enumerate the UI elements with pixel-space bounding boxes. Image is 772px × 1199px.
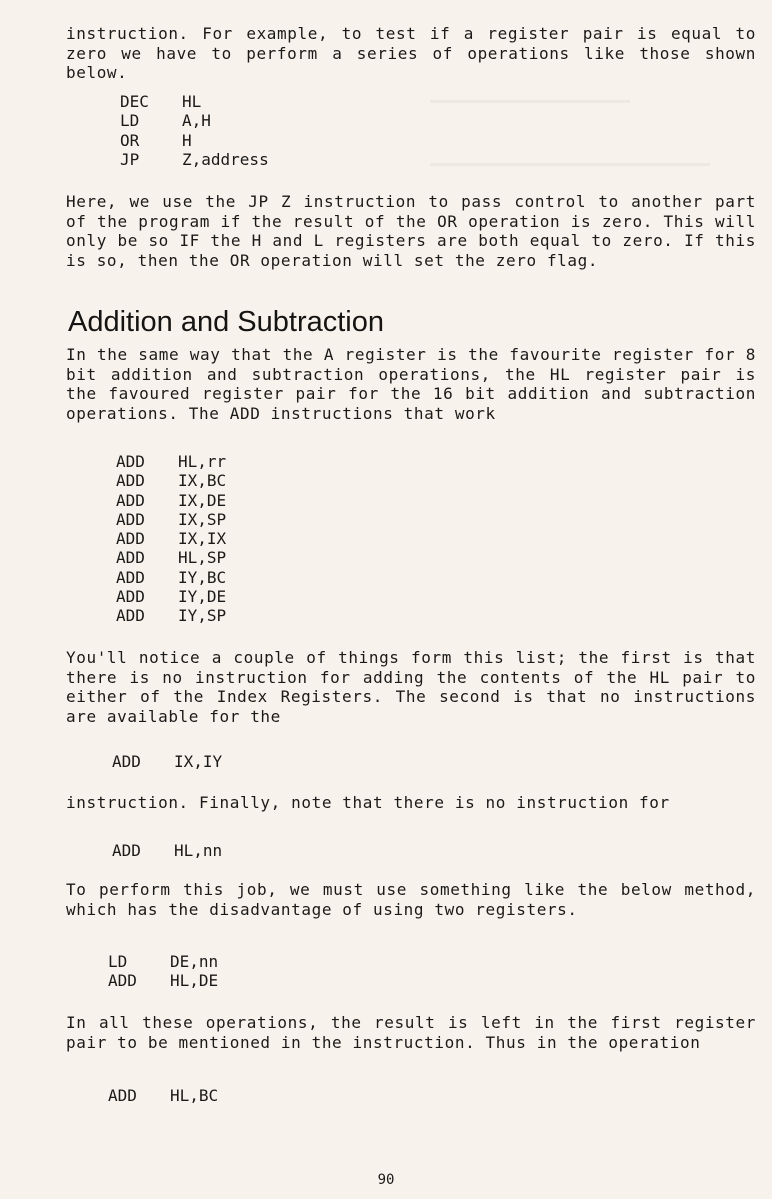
- operand: HL,nn: [174, 841, 223, 860]
- mnemonic: ADD: [116, 548, 145, 568]
- code-line: [120, 131, 269, 150]
- section-heading: Addition and Subtraction: [68, 306, 384, 338]
- bleed-through-shadow: [430, 90, 750, 206]
- mnemonic: ADD: [112, 752, 141, 771]
- operand: IY,DE: [178, 587, 227, 607]
- paragraph-perform-job: To perform this job, we must use something like the below method, which has the disadvantage of using two registers.: [66, 880, 756, 919]
- operand: HL,SP: [178, 548, 227, 568]
- paragraph-notice: You'll notice a couple of things form this list; the first is that there is no instruction for adding the contents of the HL pair to either of the Index Registers. The second is that no instructions are available for the: [66, 648, 756, 726]
- code-line: [116, 491, 226, 510]
- code-line: [108, 971, 218, 990]
- code-line: [120, 111, 269, 130]
- operand: Z,address: [182, 149, 269, 169]
- mnemonic: DEC: [120, 92, 149, 111]
- operand: A,H: [182, 111, 211, 131]
- operand: IX,DE: [178, 490, 227, 510]
- mnemonic: ADD: [108, 1086, 137, 1105]
- operand: IY,BC: [178, 567, 227, 587]
- code-block-test-pair: [120, 92, 269, 169]
- code-block-add-ix-iy: [112, 752, 222, 771]
- code-line: [116, 568, 226, 587]
- code-block-add-list: [116, 452, 226, 626]
- code-line: [116, 510, 226, 529]
- mnemonic: LD: [120, 111, 140, 131]
- page-number: 90: [377, 1172, 395, 1188]
- paragraph-finally: instruction. Finally, note that there is no instruction for: [66, 793, 670, 812]
- mnemonic: ADD: [116, 452, 145, 471]
- mnemonic: ADD: [116, 606, 145, 626]
- code-line: [108, 952, 218, 971]
- paragraph-jp-z: Here, we use the JP Z instruction to pass control to another part of the program if the result of the OR operation is zero. This will only be so IF the H and L registers are both equal to zero. If this is so, then the OR operation will set the zero flag.: [66, 192, 756, 270]
- mnemonic: ADD: [116, 567, 145, 587]
- paragraph-intro: instruction. For example, to test if a register pair is equal to zero we have to perform a series of operations like those shown below.: [66, 24, 756, 83]
- code-line: [116, 587, 226, 606]
- paragraph-hl-favoured: In the same way that the A register is the favourite register for 8 bit addition and subtraction operations, the HL register pair is the favoured register pair for the 16 bit addition and subtraction operations. The ADD instructions that work: [66, 345, 756, 423]
- code-line: [116, 471, 226, 490]
- operand: HL: [182, 92, 202, 111]
- mnemonic: JP: [120, 149, 140, 169]
- code-line: [112, 752, 222, 771]
- code-line: [116, 606, 226, 625]
- operand: IX,BC: [178, 471, 227, 491]
- operand: HL,DE: [170, 971, 219, 991]
- operand: HL,rr: [178, 452, 227, 471]
- operand: DE,nn: [170, 952, 219, 971]
- operand: IY,SP: [178, 606, 227, 626]
- code-block-ld-add: [108, 952, 218, 991]
- mnemonic: ADD: [116, 471, 145, 491]
- operand: HL,BC: [170, 1086, 219, 1105]
- code-line: [116, 529, 226, 548]
- mnemonic: LD: [108, 952, 128, 971]
- code-line: [112, 841, 222, 860]
- mnemonic: ADD: [112, 841, 141, 860]
- operand: H: [182, 130, 192, 150]
- code-block-add-hl-bc: [108, 1086, 218, 1105]
- code-line: [116, 452, 226, 471]
- code-line: [108, 1086, 218, 1105]
- mnemonic: ADD: [116, 490, 145, 510]
- mnemonic: ADD: [116, 587, 145, 607]
- operand: IX,IY: [174, 752, 223, 771]
- mnemonic: OR: [120, 130, 140, 150]
- paragraph-result-left: In all these operations, the result is left in the first register pair to be mentioned in the instruction. Thus in the operation: [66, 1013, 756, 1052]
- operand: IX,SP: [178, 509, 227, 529]
- code-line: [116, 548, 226, 567]
- mnemonic: ADD: [116, 509, 145, 529]
- code-line: [120, 150, 269, 169]
- code-block-add-hl-nn: [112, 841, 222, 860]
- mnemonic: ADD: [108, 971, 137, 991]
- mnemonic: ADD: [116, 529, 145, 549]
- operand: IX,IX: [178, 529, 227, 549]
- code-line: [120, 92, 269, 111]
